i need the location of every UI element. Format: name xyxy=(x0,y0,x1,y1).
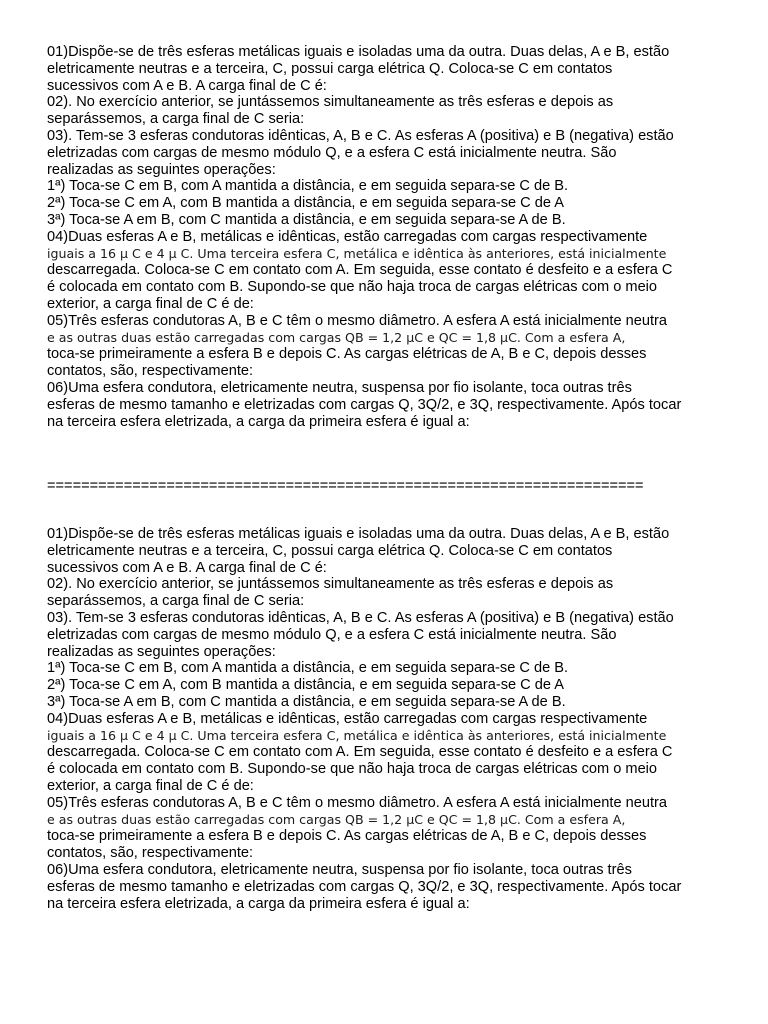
text-line: 02). No exercício anterior, se juntássemos simultaneamente as três esferas e depois as xyxy=(47,576,614,593)
text-line: eletricamente neutras e a terceira, C, possui carga elétrica Q. Coloca-se C em contatos xyxy=(47,542,613,559)
text-line: 01)Dispõe-se de três esferas metálicas iguais e isoladas uma da outra. Duas delas, A e B, estão xyxy=(47,526,670,542)
text-line: e as outras duas estão carregadas com cargas QB = 1,2 μC e QC = 1,8 μC. Com a esfera A, xyxy=(47,811,626,827)
text-line: eletricamente neutras e a terceira, C, possui carga elétrica Q. Coloca-se C em contatos xyxy=(47,60,613,77)
text-line: é colocada em contato com B. Supondo-se que não haja troca de cargas elétricas com o meio xyxy=(47,761,658,778)
text-line: esferas de mesmo tamanho e eletrizadas com cargas Q, 3Q/2, e 3Q, respectivamente. Após tocar xyxy=(47,878,682,895)
text-line: toca-se primeiramente a esfera B e depois C. As cargas elétricas de A, B e C, depois desses xyxy=(47,828,647,845)
text-line: eletrizadas com cargas de mesmo módulo Q, e a esfera C está inicialmente neutra. São xyxy=(47,144,617,161)
text-line: 02). No exercício anterior, se juntássemos simultaneamente as três esferas e depois as xyxy=(47,94,614,111)
text-line: 3ª) Toca-se A em B, com C mantida a distância, e em seguida separa-se A de B. xyxy=(47,211,566,228)
text-line: 03). Tem-se 3 esferas condutoras idênticas, A, B e C. As esferas A (positiva) e B (negativa) estão xyxy=(47,609,674,626)
text-line: 2ª) Toca-se C em A, com B mantida a distância, e em seguida separa-se C de A xyxy=(47,677,564,694)
text-line: iguais a 16 μ C e 4 μ C. Uma terceira esfera C, metálica e idêntica às anteriores, está inicialmente xyxy=(47,245,667,261)
text-line: descarregada. Coloca-se C em contato com A. Em seguida, esse contato é desfeito e a esfera C xyxy=(47,262,673,279)
text-line: 06)Uma esfera condutora, eletricamente neutra, suspensa por fio isolante, toca outras três xyxy=(47,861,632,878)
text-line: realizadas as seguintes operações: xyxy=(47,643,276,660)
text-line: sucessivos com A e B. A carga final de C é: xyxy=(47,77,327,94)
text-line: contatos, são, respectivamente: xyxy=(47,845,254,862)
text-line: exterior, a carga final de C é de: xyxy=(47,295,254,312)
text-line: 3ª) Toca-se A em B, com C mantida a distância, e em seguida separa-se A de B. xyxy=(47,693,566,710)
text-line: 2ª) Toca-se C em A, com B mantida a distância, e em seguida separa-se C de A xyxy=(47,195,564,212)
text-line: 1ª) Toca-se C em B, com A mantida a distância, e em seguida separa-se C de B. xyxy=(47,660,569,677)
text-line: 05)Três esferas condutoras A, B e C têm o mesmo diâmetro. A esfera A está inicialmente neutra xyxy=(47,794,667,811)
text-line: na terceira esfera eletrizada, a carga da primeira esfera é igual a: xyxy=(47,413,470,430)
text-line: toca-se primeiramente a esfera B e depois C. As cargas elétricas de A, B e C, depois desses xyxy=(47,346,647,363)
text-line: esferas de mesmo tamanho e eletrizadas com cargas Q, 3Q/2, e 3Q, respectivamente. Após tocar xyxy=(47,396,682,413)
text-line: 04)Duas esferas A e B, metálicas e idênticas, estão carregadas com cargas respectivamente xyxy=(47,710,648,727)
text-line: 1ª) Toca-se C em B, com A mantida a distância, e em seguida separa-se C de B. xyxy=(47,178,569,195)
text-line: contatos, são, respectivamente: xyxy=(47,363,254,380)
text-line: separássemos, a carga final de C seria: xyxy=(47,593,305,610)
text-line: 06)Uma esfera condutora, eletricamente neutra, suspensa por fio isolante, toca outras três xyxy=(47,379,632,396)
text-line: e as outras duas estão carregadas com cargas QB = 1,2 μC e QC = 1,8 μC. Com a esfera A, xyxy=(47,329,626,345)
text-line: realizadas as seguintes operações: xyxy=(47,161,276,178)
text-line: descarregada. Coloca-se C em contato com A. Em seguida, esse contato é desfeito e a esfera C xyxy=(47,744,673,761)
exercise-list-first xyxy=(47,44,747,430)
text-line: eletrizadas com cargas de mesmo módulo Q, e a esfera C está inicialmente neutra. São xyxy=(47,626,617,643)
text-line: 05)Três esferas condutoras A, B e C têm o mesmo diâmetro. A esfera A está inicialmente neutra xyxy=(47,312,667,329)
separator-line: ====================================================================== xyxy=(47,478,644,494)
text-line: 01)Dispõe-se de três esferas metálicas iguais e isoladas uma da outra. Duas delas, A e B, estão xyxy=(47,44,670,60)
text-line: na terceira esfera eletrizada, a carga da primeira esfera é igual a: xyxy=(47,895,470,912)
text-line: é colocada em contato com B. Supondo-se que não haja troca de cargas elétricas com o meio xyxy=(47,279,658,296)
text-line: 03). Tem-se 3 esferas condutoras idênticas, A, B e C. As esferas A (positiva) e B (negativa) estão xyxy=(47,127,674,144)
text-line: sucessivos com A e B. A carga final de C é: xyxy=(47,559,327,576)
text-line: separássemos, a carga final de C seria: xyxy=(47,111,305,128)
text-line: exterior, a carga final de C é de: xyxy=(47,777,254,794)
exercise-list-second xyxy=(47,526,747,912)
text-line: 04)Duas esferas A e B, metálicas e idênticas, estão carregadas com cargas respectivamente xyxy=(47,228,648,245)
text-line: iguais a 16 μ C e 4 μ C. Uma terceira esfera C, metálica e idêntica às anteriores, está inicialmente xyxy=(47,727,667,743)
